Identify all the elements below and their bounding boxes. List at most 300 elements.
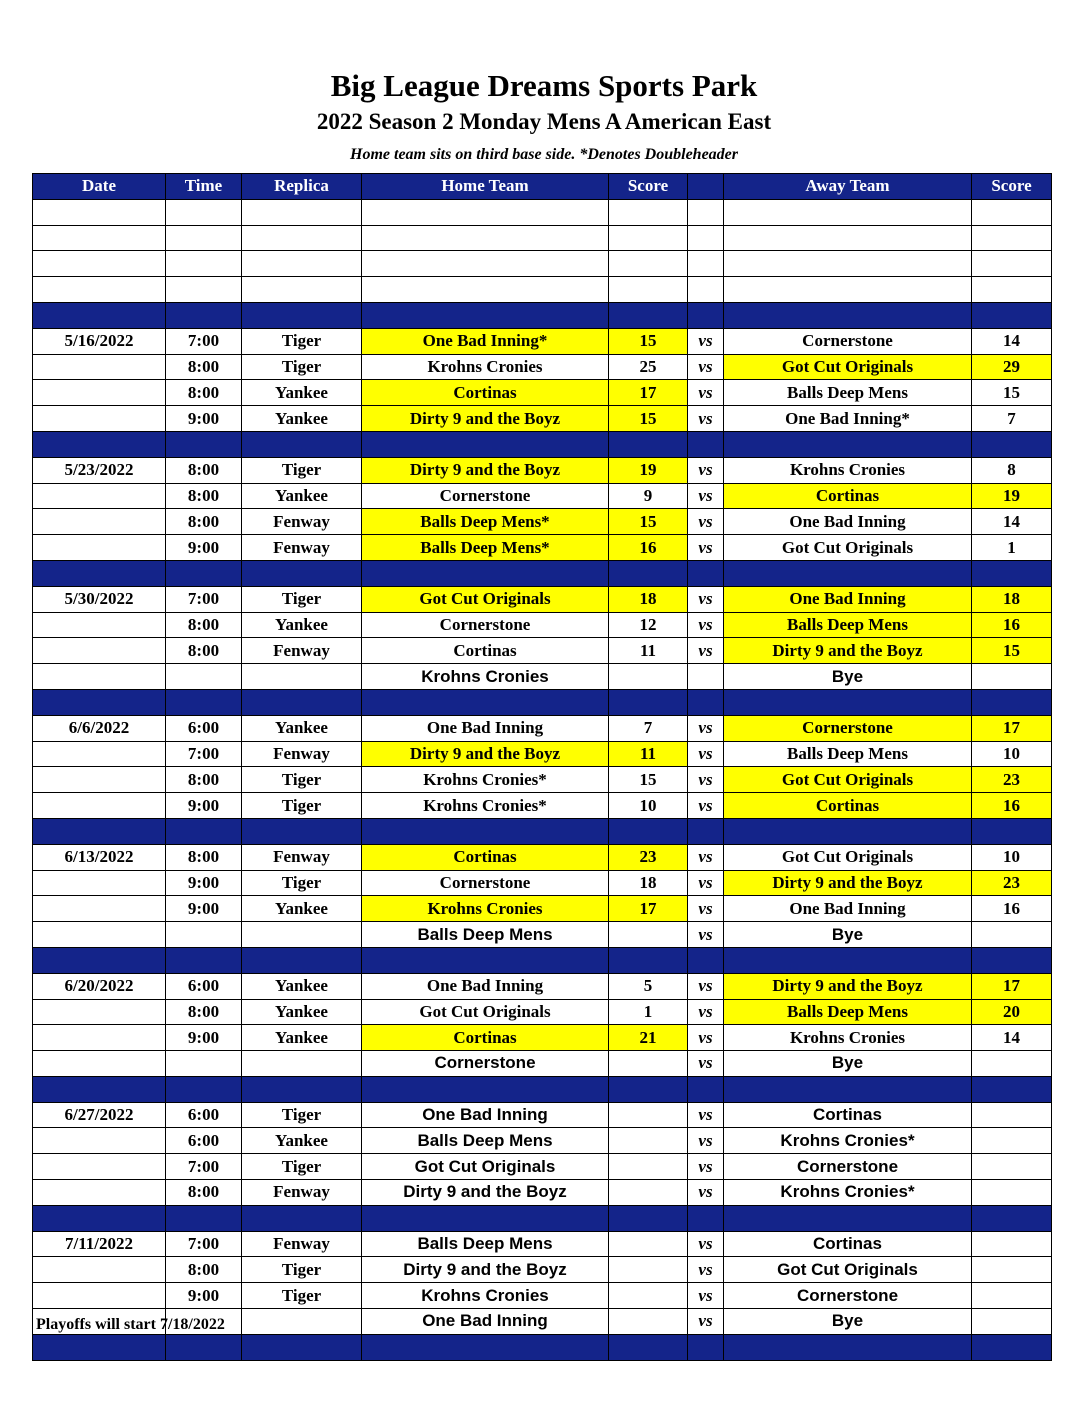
replica-cell: Fenway [242, 535, 362, 561]
separator-cell [33, 947, 166, 973]
away-score-cell [972, 1231, 1052, 1257]
blank-cell [609, 225, 688, 251]
game-row [33, 767, 1052, 793]
separator-cell [166, 560, 242, 586]
vs-cell: vs [688, 328, 724, 354]
away-team-cell: Bye [724, 664, 972, 690]
week-separator-row [33, 302, 1052, 328]
separator-cell [33, 1076, 166, 1102]
away-score-cell: 18 [972, 586, 1052, 612]
game-row [33, 715, 1052, 741]
time-cell: 8:00 [166, 509, 242, 535]
time-cell: 9:00 [166, 870, 242, 896]
separator-cell [609, 689, 688, 715]
date-cell [33, 509, 166, 535]
blank-cell [242, 199, 362, 225]
home-team-cell: Dirty 9 and the Boyz [362, 457, 609, 483]
game-row [33, 1128, 1052, 1154]
time-cell: 8:00 [166, 612, 242, 638]
game-row [33, 380, 1052, 406]
separator-cell [688, 947, 724, 973]
away-team-cell: Cornerstone [724, 1154, 972, 1180]
away-score-cell: 14 [972, 1025, 1052, 1051]
replica-cell: Fenway [242, 509, 362, 535]
blank-cell [972, 277, 1052, 303]
time-cell: 8:00 [166, 380, 242, 406]
date-cell [33, 406, 166, 432]
away-team-cell: Dirty 9 and the Boyz [724, 870, 972, 896]
replica-cell [242, 664, 362, 690]
blank-cell [724, 277, 972, 303]
away-score-cell: 16 [972, 612, 1052, 638]
time-cell: 9:00 [166, 1283, 242, 1309]
away-team-cell: Bye [724, 922, 972, 948]
replica-cell: Tiger [242, 1154, 362, 1180]
away-team-cell: Cortinas [724, 1231, 972, 1257]
date-cell: 5/23/2022 [33, 457, 166, 483]
home-team-cell: Cornerstone [362, 1051, 609, 1077]
week-separator-row [33, 560, 1052, 586]
vs-cell: vs [688, 406, 724, 432]
home-score-cell [609, 1051, 688, 1077]
separator-cell [242, 689, 362, 715]
away-team-cell: Balls Deep Mens [724, 999, 972, 1025]
time-cell: 9:00 [166, 406, 242, 432]
separator-cell [724, 431, 972, 457]
away-team-cell: Balls Deep Mens [724, 741, 972, 767]
separator-cell [972, 1076, 1052, 1102]
separator-cell [688, 1334, 724, 1360]
home-score-cell: 19 [609, 457, 688, 483]
vs-cell: vs [688, 638, 724, 664]
home-team-cell: Dirty 9 and the Boyz [362, 1257, 609, 1283]
home-team-cell: One Bad Inning [362, 973, 609, 999]
time-cell: 7:00 [166, 586, 242, 612]
game-row [33, 1180, 1052, 1206]
replica-cell: Tiger [242, 586, 362, 612]
home-team-cell: Cortinas [362, 638, 609, 664]
home-team-cell: Krohns Cronies [362, 664, 609, 690]
home-score-cell: 5 [609, 973, 688, 999]
home-score-cell: 15 [609, 767, 688, 793]
replica-cell: Tiger [242, 793, 362, 819]
separator-cell [242, 560, 362, 586]
separator-cell [724, 302, 972, 328]
week-separator-row [33, 689, 1052, 715]
vs-cell: vs [688, 767, 724, 793]
home-score-cell [609, 1283, 688, 1309]
week-separator-row [33, 431, 1052, 457]
game-row [33, 328, 1052, 354]
date-cell [33, 793, 166, 819]
home-score-cell: 18 [609, 870, 688, 896]
away-score-cell: 7 [972, 406, 1052, 432]
separator-cell [724, 689, 972, 715]
game-row [33, 896, 1052, 922]
date-cell [33, 638, 166, 664]
away-team-cell: One Bad Inning [724, 896, 972, 922]
away-team-cell: Cortinas [724, 483, 972, 509]
away-score-cell: 15 [972, 380, 1052, 406]
vs-cell: vs [688, 999, 724, 1025]
time-cell: 7:00 [166, 741, 242, 767]
header-row [33, 174, 1052, 200]
away-team-cell: Krohns Cronies* [724, 1180, 972, 1206]
date-cell [33, 870, 166, 896]
separator-cell [972, 1334, 1052, 1360]
home-team-cell: Cortinas [362, 844, 609, 870]
away-score-cell [972, 1102, 1052, 1128]
vs-cell: vs [688, 1231, 724, 1257]
game-row [33, 638, 1052, 664]
away-score-cell: 14 [972, 328, 1052, 354]
separator-cell [972, 302, 1052, 328]
separator-cell [724, 947, 972, 973]
page-subtitle: 2022 Season 2 Monday Mens A American East [316, 109, 772, 134]
blank-cell [609, 251, 688, 277]
vs-cell: vs [688, 896, 724, 922]
vs-cell: vs [688, 457, 724, 483]
away-team-cell: Krohns Cronies [724, 1025, 972, 1051]
away-score-cell: 16 [972, 793, 1052, 819]
game-row [33, 999, 1052, 1025]
away-team-cell: One Bad Inning [724, 509, 972, 535]
blank-cell [972, 225, 1052, 251]
replica-cell: Tiger [242, 457, 362, 483]
time-cell: 8:00 [166, 354, 242, 380]
blank-cell [362, 277, 609, 303]
home-team-cell: Balls Deep Mens* [362, 535, 609, 561]
blank-cell [242, 251, 362, 277]
home-team-cell: Balls Deep Mens [362, 1128, 609, 1154]
home-team-cell: Cornerstone [362, 483, 609, 509]
away-team-cell: Got Cut Originals [724, 844, 972, 870]
replica-cell: Fenway [242, 1180, 362, 1206]
home-team-cell: Krohns Cronies [362, 1283, 609, 1309]
home-team-cell: One Bad Inning* [362, 328, 609, 354]
home-team-cell: One Bad Inning [362, 1102, 609, 1128]
separator-cell [609, 1334, 688, 1360]
blank-row [33, 225, 1052, 251]
separator-cell [724, 1076, 972, 1102]
date-cell [33, 664, 166, 690]
home-score-cell: 9 [609, 483, 688, 509]
blank-row [33, 199, 1052, 225]
away-team-cell: Got Cut Originals [724, 767, 972, 793]
blank-cell [166, 199, 242, 225]
blank-cell [242, 277, 362, 303]
vs-cell: vs [688, 1051, 724, 1077]
col-away-team: Away Team [724, 174, 972, 200]
vs-cell: vs [688, 1180, 724, 1206]
time-cell: 7:00 [166, 1231, 242, 1257]
home-team-cell: Cortinas [362, 380, 609, 406]
week-separator-row [33, 818, 1052, 844]
playoffs-note: Playoffs will start 7/18/2022 [36, 1316, 225, 1333]
separator-cell [166, 818, 242, 844]
away-team-cell: Got Cut Originals [724, 535, 972, 561]
vs-cell: vs [688, 844, 724, 870]
date-cell [33, 1180, 166, 1206]
home-score-cell [609, 664, 688, 690]
away-team-cell: One Bad Inning [724, 586, 972, 612]
blank-cell [33, 199, 166, 225]
blank-cell [33, 251, 166, 277]
date-cell: 6/27/2022 [33, 1102, 166, 1128]
separator-cell [242, 1205, 362, 1231]
game-row [33, 1257, 1052, 1283]
home-team-cell: Got Cut Originals [362, 1154, 609, 1180]
separator-cell [242, 947, 362, 973]
home-team-cell: Cortinas [362, 1025, 609, 1051]
blank-cell [609, 199, 688, 225]
separator-cell [724, 560, 972, 586]
separator-cell [362, 947, 609, 973]
away-team-cell: Krohns Cronies [724, 457, 972, 483]
game-row [33, 664, 1052, 690]
time-cell: 7:00 [166, 1154, 242, 1180]
week-separator-row [33, 1334, 1052, 1360]
away-team-cell: Got Cut Originals [724, 354, 972, 380]
home-team-cell: Dirty 9 and the Boyz [362, 1180, 609, 1206]
date-cell [33, 483, 166, 509]
separator-cell [242, 1076, 362, 1102]
separator-cell [688, 1076, 724, 1102]
blank-cell [609, 277, 688, 303]
separator-cell [242, 818, 362, 844]
date-cell [33, 1257, 166, 1283]
blank-row [33, 251, 1052, 277]
date-cell [33, 767, 166, 793]
home-score-cell: 16 [609, 535, 688, 561]
away-score-cell: 23 [972, 767, 1052, 793]
separator-cell [972, 1205, 1052, 1231]
replica-cell: Tiger [242, 870, 362, 896]
home-team-cell: Krohns Cronies [362, 896, 609, 922]
home-team-cell: Krohns Cronies* [362, 793, 609, 819]
separator-cell [609, 431, 688, 457]
time-cell: 8:00 [166, 999, 242, 1025]
blank-cell [724, 225, 972, 251]
date-cell [33, 1128, 166, 1154]
game-row [33, 1051, 1052, 1077]
separator-cell [972, 689, 1052, 715]
home-team-cell: Balls Deep Mens [362, 922, 609, 948]
time-cell: 6:00 [166, 1102, 242, 1128]
away-team-cell: Dirty 9 and the Boyz [724, 973, 972, 999]
separator-cell [362, 302, 609, 328]
separator-cell [688, 302, 724, 328]
vs-cell: vs [688, 1257, 724, 1283]
home-score-cell [609, 922, 688, 948]
away-score-cell: 16 [972, 896, 1052, 922]
vs-cell: vs [688, 741, 724, 767]
date-cell [33, 741, 166, 767]
separator-cell [972, 947, 1052, 973]
blank-cell [724, 251, 972, 277]
home-score-cell: 15 [609, 406, 688, 432]
vs-cell: vs [688, 922, 724, 948]
separator-cell [166, 302, 242, 328]
separator-cell [688, 818, 724, 844]
separator-cell [972, 431, 1052, 457]
home-score-cell: 11 [609, 741, 688, 767]
away-score-cell [972, 1309, 1052, 1335]
time-cell: 7:00 [166, 328, 242, 354]
separator-cell [166, 689, 242, 715]
replica-cell: Yankee [242, 406, 362, 432]
separator-cell [724, 818, 972, 844]
separator-cell [362, 1205, 609, 1231]
replica-cell: Yankee [242, 483, 362, 509]
blank-cell [362, 199, 609, 225]
date-cell: 6/6/2022 [33, 715, 166, 741]
home-score-cell [609, 1128, 688, 1154]
game-row [33, 535, 1052, 561]
time-cell: 6:00 [166, 715, 242, 741]
separator-cell [166, 1076, 242, 1102]
game-row [33, 612, 1052, 638]
away-team-cell: Cortinas [724, 1102, 972, 1128]
date-cell [33, 1283, 166, 1309]
date-cell [33, 896, 166, 922]
vs-cell: vs [688, 586, 724, 612]
home-score-cell: 11 [609, 638, 688, 664]
replica-cell: Yankee [242, 715, 362, 741]
replica-cell: Yankee [242, 1025, 362, 1051]
separator-cell [362, 1334, 609, 1360]
home-team-cell: Krohns Cronies* [362, 767, 609, 793]
away-score-cell: 8 [972, 457, 1052, 483]
separator-cell [166, 947, 242, 973]
separator-cell [362, 560, 609, 586]
home-score-cell: 15 [609, 328, 688, 354]
schedule-table [32, 173, 1052, 1361]
separator-cell [609, 1205, 688, 1231]
separator-cell [166, 431, 242, 457]
vs-cell: vs [688, 1102, 724, 1128]
home-score-cell: 15 [609, 509, 688, 535]
separator-cell [242, 431, 362, 457]
blank-cell [166, 225, 242, 251]
game-row [33, 1102, 1052, 1128]
vs-cell: vs [688, 535, 724, 561]
separator-cell [242, 1334, 362, 1360]
home-team-cell: Got Cut Originals [362, 999, 609, 1025]
date-cell [33, 999, 166, 1025]
replica-cell: Tiger [242, 1283, 362, 1309]
away-score-cell: 15 [972, 638, 1052, 664]
game-row [33, 354, 1052, 380]
away-team-cell: Balls Deep Mens [724, 612, 972, 638]
separator-cell [242, 302, 362, 328]
home-score-cell [609, 1180, 688, 1206]
replica-cell: Yankee [242, 1128, 362, 1154]
date-cell: 6/20/2022 [33, 973, 166, 999]
blank-cell [362, 251, 609, 277]
separator-cell [688, 689, 724, 715]
blank-cell [972, 251, 1052, 277]
away-team-cell: Cornerstone [724, 715, 972, 741]
game-row [33, 483, 1052, 509]
away-score-cell [972, 1128, 1052, 1154]
separator-cell [33, 302, 166, 328]
separator-cell [166, 1334, 242, 1360]
blank-cell [362, 225, 609, 251]
col-date: Date [33, 174, 166, 200]
away-score-cell [972, 922, 1052, 948]
blank-cell [972, 199, 1052, 225]
replica-cell: Tiger [242, 328, 362, 354]
blank-cell [688, 277, 724, 303]
blank-cell [688, 225, 724, 251]
separator-cell [688, 1205, 724, 1231]
game-row [33, 1283, 1052, 1309]
home-score-cell: 12 [609, 612, 688, 638]
replica-cell: Yankee [242, 896, 362, 922]
away-score-cell: 17 [972, 973, 1052, 999]
date-cell [33, 380, 166, 406]
home-score-cell: 25 [609, 354, 688, 380]
home-score-cell [609, 1231, 688, 1257]
home-score-cell [609, 1154, 688, 1180]
date-cell: 5/30/2022 [33, 586, 166, 612]
date-cell: 5/16/2022 [33, 328, 166, 354]
vs-cell: vs [688, 354, 724, 380]
home-score-cell [609, 1309, 688, 1335]
away-team-cell: Got Cut Originals [724, 1257, 972, 1283]
vs-cell: vs [688, 973, 724, 999]
home-score-cell: 7 [609, 715, 688, 741]
separator-cell [724, 1205, 972, 1231]
home-team-cell: Dirty 9 and the Boyz [362, 741, 609, 767]
date-cell [33, 612, 166, 638]
home-score-cell [609, 1257, 688, 1283]
replica-cell: Yankee [242, 973, 362, 999]
replica-cell [242, 922, 362, 948]
game-row [33, 1231, 1052, 1257]
vs-cell: vs [688, 612, 724, 638]
replica-cell: Fenway [242, 844, 362, 870]
away-team-cell: Krohns Cronies* [724, 1128, 972, 1154]
separator-cell [166, 1205, 242, 1231]
vs-cell: vs [688, 1154, 724, 1180]
home-team-cell: One Bad Inning [362, 1309, 609, 1335]
separator-cell [972, 560, 1052, 586]
col-vs [688, 174, 724, 200]
home-score-cell: 10 [609, 793, 688, 819]
separator-cell [362, 689, 609, 715]
blank-cell [33, 277, 166, 303]
replica-cell: Yankee [242, 380, 362, 406]
blank-cell [688, 199, 724, 225]
away-team-cell: Bye [724, 1051, 972, 1077]
home-team-cell: Dirty 9 and the Boyz [362, 406, 609, 432]
replica-cell: Yankee [242, 999, 362, 1025]
game-row [33, 509, 1052, 535]
game-row [33, 741, 1052, 767]
date-cell [33, 354, 166, 380]
separator-cell [33, 818, 166, 844]
vs-cell: vs [688, 1283, 724, 1309]
blank-cell [33, 225, 166, 251]
away-score-cell: 1 [972, 535, 1052, 561]
page-title: Big League Dreams Sports Park [330, 68, 758, 103]
blank-cell [688, 251, 724, 277]
home-team-cell: Krohns Cronies [362, 354, 609, 380]
home-score-cell: 21 [609, 1025, 688, 1051]
separator-cell [362, 1076, 609, 1102]
